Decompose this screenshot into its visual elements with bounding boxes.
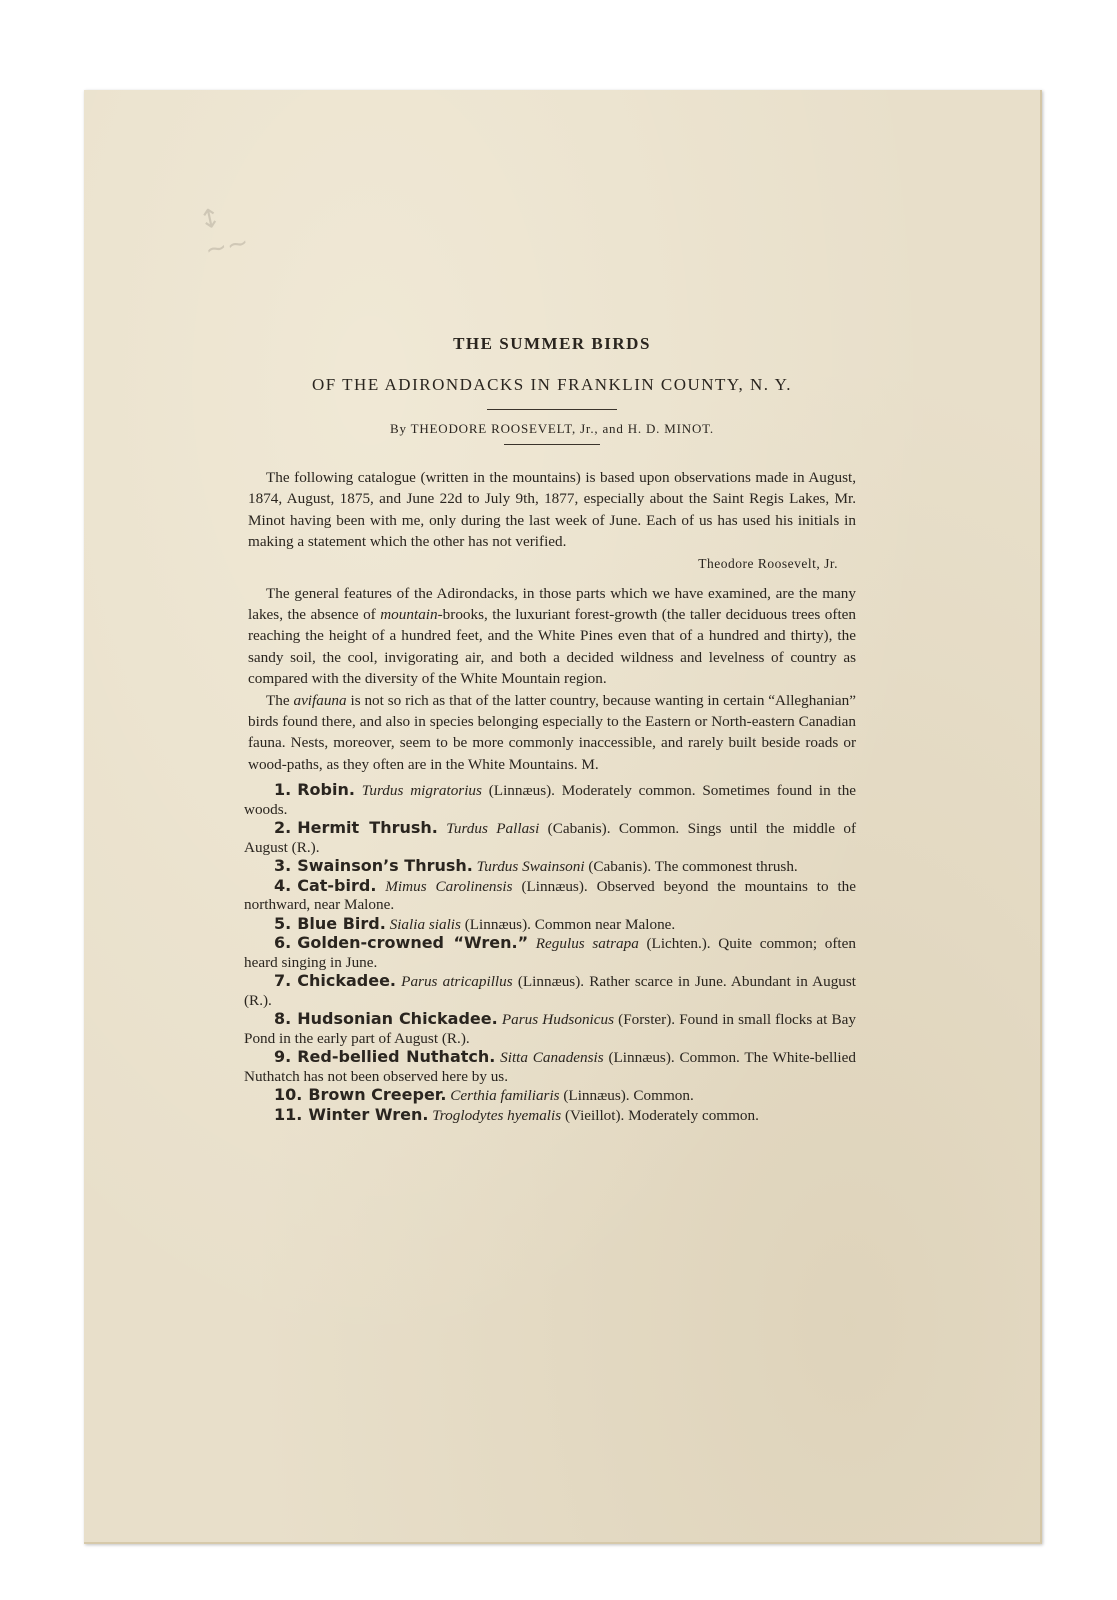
species-note: Common. — [633, 1087, 694, 1105]
species-list — [244, 780, 857, 1125]
species-scientific-name: Sialia sialis — [389, 915, 461, 933]
features-text-start: The general features of the Adirondacks, in those parts which we have examined, are the many lakes, the absence of — [248, 584, 856, 624]
species-scientific-name: Regulus satrapa — [535, 935, 639, 953]
pencil-notation: ↕ ∼∼ — [196, 202, 252, 266]
avifauna-text-start: The — [266, 691, 294, 709]
species-authority: (Cabanis). — [588, 858, 652, 876]
species-authority: (Linnæus). — [464, 915, 531, 933]
species-note: Found in small flocks at Bay Pond in the early part of August (R.). — [244, 1011, 856, 1047]
species-number: 3. — [274, 856, 292, 876]
species-scientific-name: Turdus migratorius — [361, 782, 482, 800]
species-note: Rather scarce in June. Abundant in August (R.). — [244, 973, 857, 1009]
species-note: Observed beyond the mountains to the northward, near Malone. — [244, 877, 857, 914]
byline-divider — [504, 444, 600, 445]
species-authority: (Cabanis). — [547, 820, 611, 838]
species-entry — [244, 915, 856, 935]
species-scientific-name: Turdus Swainsoni — [476, 858, 585, 876]
species-number: 10. — [274, 1085, 303, 1105]
species-authority: (Vieillot). — [564, 1106, 625, 1124]
species-authority: (Linnæus). — [521, 877, 588, 895]
species-common-name: Chickadee. — [297, 971, 396, 991]
species-note: Common near Malone. — [534, 915, 676, 933]
species-entry — [244, 1048, 856, 1086]
features-paragraph — [248, 583, 856, 690]
intro-paragraph: The following catalogue (written in the mountains) is based upon observations made in August, 1874, August, 1875, and June 22d to July 9th, 1877, especially about the Saint Regis Lakes, Mr. Minot having been with me, only during the last week of June. Each of us has used his initials in making a statement which the other has not verified. — [248, 469, 856, 551]
species-common-name: Winter Wren. — [308, 1104, 429, 1124]
species-number: 11. — [274, 1104, 303, 1124]
species-entry — [244, 972, 856, 1010]
species-common-name: Red-bellied Nuthatch. — [297, 1047, 496, 1067]
species-scientific-name: Turdus Pallasi — [446, 820, 540, 838]
species-note: Moderately common. Sometimes found in the woods. — [244, 782, 857, 818]
species-note: The commonest thrush. — [654, 858, 798, 876]
species-note: Common. Sings until the middle of August (R.). — [244, 820, 857, 856]
species-number: 4. — [274, 875, 292, 895]
species-common-name: Hermit Thrush. — [297, 818, 438, 838]
species-common-name: Cat-bird. — [297, 875, 377, 895]
species-authority: (Linnæus). — [488, 782, 555, 800]
species-entry — [244, 819, 856, 857]
species-entry — [244, 1086, 856, 1106]
document-title: THE SUMMER BIRDS — [453, 334, 651, 353]
features-text-end: -brooks, the luxuriant forest-growth (the taller deciduous trees often reaching the height of a hundred feet, and the White Pines even that of a hundred and thirty), the sandy soil, the cool, invigorating air, and both a decided wildness and levelness of country as compared with the diversity of the White Mountain region. — [248, 606, 856, 688]
species-entry — [244, 877, 856, 915]
species-note: Moderately common. — [628, 1106, 759, 1124]
species-authority: (Linnæus). — [517, 973, 585, 991]
species-scientific-name: Parus Hudsonicus — [501, 1011, 614, 1029]
avifauna-text-italic: avifauna — [293, 691, 347, 709]
species-number: 5. — [274, 913, 292, 933]
species-common-name: Blue Bird. — [297, 913, 386, 933]
species-number: 7. — [274, 971, 292, 991]
species-scientific-name: Parus atricapillus — [401, 973, 513, 991]
species-number: 2. — [274, 818, 292, 838]
species-note: Quite common; often heard singing in June. — [244, 935, 856, 971]
species-authority: (Forster). — [618, 1011, 676, 1029]
species-entry — [244, 1010, 856, 1048]
species-number: 9. — [274, 1047, 292, 1067]
species-common-name: Golden-crowned “Wren.” — [297, 933, 529, 953]
species-number: 8. — [274, 1009, 292, 1029]
species-entry — [244, 857, 856, 877]
species-authority: (Lichten.). — [646, 935, 711, 953]
species-common-name: Brown Creeper. — [308, 1085, 447, 1105]
signature: Theodore Roosevelt, Jr. — [698, 555, 838, 571]
species-common-name: Hudsonian Chickadee. — [297, 1009, 498, 1029]
species-note: Common. The White-bellied Nuthatch has not been observed here by us. — [244, 1049, 856, 1085]
species-scientific-name: Sitta Canadensis — [500, 1049, 604, 1067]
species-scientific-name: Troglodytes hyemalis — [432, 1106, 562, 1124]
species-entry — [244, 781, 856, 819]
species-common-name: Robin. — [297, 780, 355, 800]
species-authority: (Linnæus). — [608, 1049, 675, 1067]
species-scientific-name: Certhia familiaris — [450, 1087, 560, 1105]
byline: By THEODORE ROOSEVELT, Jr., and H. D. MINOT. — [390, 421, 714, 436]
species-number: 6. — [274, 933, 292, 953]
document-subtitle: OF THE ADIRONDACKS IN FRANKLIN COUNTY, N. Y. — [311, 375, 793, 394]
species-common-name: Swainson’s Thrush. — [297, 856, 473, 876]
species-entry — [244, 934, 856, 972]
features-text-italic: mountain — [380, 606, 438, 624]
title-divider — [487, 409, 617, 410]
species-authority: (Linnæus). — [563, 1087, 630, 1105]
avifauna-text-end: is not so rich as that of the latter country, because wanting in certain “Alleghanian” birds found there, and also in species belonging especially to the Eastern or North-eastern Canadian fauna. Nests, moreover, seem to be more commonly inaccessible, and rarely built beside roads or wood-paths, as they often are in the White Mountains. M. — [248, 691, 856, 773]
document-body — [244, 333, 857, 1125]
species-scientific-name: Mimus Carolinensis — [385, 877, 513, 895]
species-number: 1. — [274, 780, 292, 800]
species-entry — [244, 1106, 856, 1126]
avifauna-paragraph — [248, 690, 856, 776]
